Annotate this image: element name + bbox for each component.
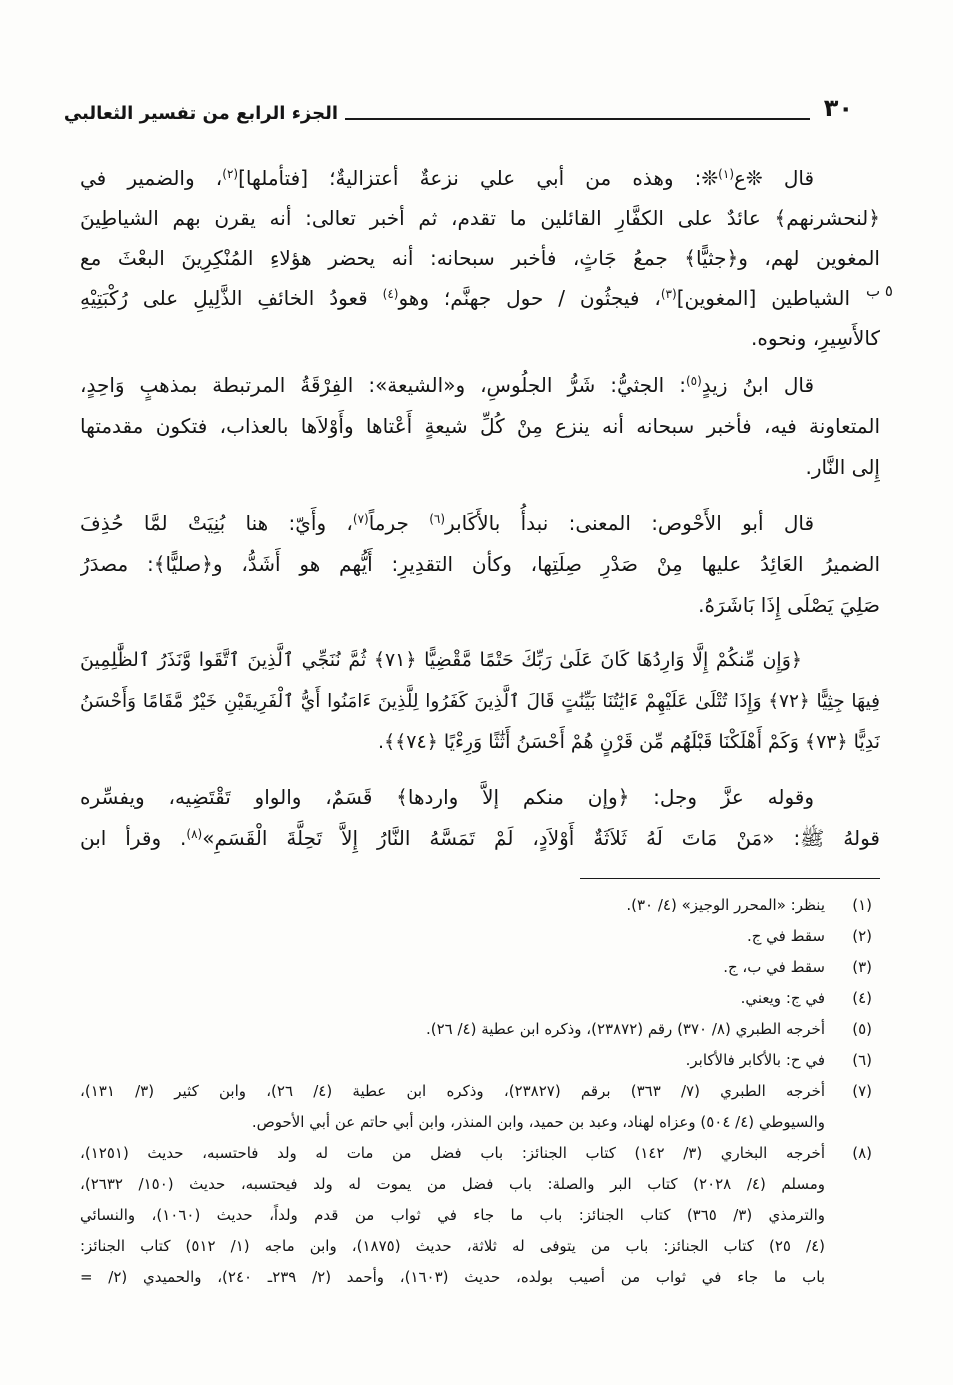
footnote-line: أخرجه الطبري (٧/ ٣٦٣) برقم (٢٣٨٢٧)، وذكره ابن عطية (٤/ ٢٦)، وابن كثير (٣/ ١٣١)، [80, 1082, 825, 1100]
footnote [80, 921, 880, 952]
footnote-number: (٧) [852, 1082, 872, 1100]
footnotes [80, 890, 880, 1293]
footnote-text [80, 983, 825, 1014]
text-line: المغوين لهم، و﴿جثيًّا﴾ جمعُ جَاثٍ، فأخبر سبحانه: أنه يحضر هؤلاءِ المُنْكِرِينَ البعْثَ مع [80, 246, 880, 270]
footnote-number: (٣) [852, 958, 872, 976]
footnote [80, 1076, 880, 1138]
text-line: قولهُ ﷺ: «مَنْ مَاتَ لَهُ ثَلاَثَةٌ أَوْلاَدٍ، لَمْ تَمَسَّهُ النَّارُ إِلاَّ تَحِلَّةَ الْقَسَمِ»$^{(٨)}$. وقرأ ابن [80, 826, 880, 850]
footnote [80, 1138, 880, 1293]
text-line: صَلِيَ يَصْلَى إِذَا بَاشَرَهُ. [698, 593, 880, 617]
text-line: وقوله عزَّ وجل: ﴿وإن منكم إلاَّ واردها﴾ قَسَمٌ، والواو تَقْتَضِيه، ويفسِّره [80, 785, 814, 809]
paragraph-2 [80, 365, 880, 488]
paragraph-1 [80, 158, 880, 358]
text-line: كالأَسِيرِ، ونحوه. [751, 326, 880, 350]
text-line: قال ابنُ زيدٍ$^{(٥)}$: الجثيُّ: شَرُّ الجلُوسِ، و«الشيعة»: الفِرْقَةُ المرتبطة بمذهبٍ وَاحِدٍ، [80, 373, 814, 397]
text-line: قال ❊ع$^{(١)}$❊: وهذه من أبي علي نزعةٌ أعتزاليةٌ؛ [فتأملها]$^{(٢)}$، والضمير في [80, 166, 815, 190]
footnote-line: أخرجه الطبري (٨/ ٣٧٠) رقم (٢٣٨٧٢)، وذكره ابن عطية (٤/ ٢٦). [425, 1020, 825, 1038]
footnote-line: سقط في ج. [746, 927, 825, 945]
footnote-number: (١) [852, 896, 872, 914]
footnote-number: (٦) [852, 1051, 872, 1069]
footnote [80, 1014, 880, 1045]
footnote-separator [580, 878, 880, 879]
text-line: الشياطين [المغوين]$^{(٣)}$، فيجثُون / حول جهنَّم؛ وهو$^{(٤)}$ قعودُ الخائفِ الذَّلِيلِ على رُكْبَتِيْهِ [80, 286, 850, 310]
footnote [80, 890, 880, 921]
footnote-line: والترمذي (٣/ ٣٦٥) كتاب الجنائز: باب ما جاء في ثواب من قدم ولداً، حديث (١٠٦٠)، والنسائي [80, 1206, 825, 1224]
footnote-text [80, 1014, 825, 1045]
footnote-text [80, 890, 825, 921]
footnote-number: (٢) [852, 927, 872, 945]
paragraph-4 [80, 777, 880, 859]
verse-line: ﴿وَإِن مِّنكُمْ إِلَّا وَارِدُهَا كَانَ عَلَىٰ رَبِّكَ حَتْمًا مَّقْضِيًّا ﴿٧١﴾ ثُمَّ نُنَجِّي ٱلَّذِينَ ٱتَّقَوا وَّنَذَرُ ٱلظَّٰلِمِينَ [80, 649, 803, 671]
text-line: قال أبو الأَحْوص: المعنى: نبدأُ بالأَكَابر$^{(٦)}$ جرماً$^{(٧)}$، وأَيّ: هنا بُنِيَتْ لمَّا حُذِفَ [80, 511, 815, 535]
text-line: الضميرُ العَائِدُ عليها مِنْ صَدْرِ صِلَتِها، وكأن التقدِيرِ: أَيُّهم هو أَشَدُّ، و﴿صليًّا﴾: مصدَرُ [80, 552, 880, 576]
footnote-line: باب ما جاء في ثواب من أصيب بولده، حديث (١٦٠٣)، وأحمد (٢/ ٢٣٩ـ ٢٤٠)، والحميدي (٢/ = [80, 1268, 825, 1286]
quran-verses [80, 640, 880, 763]
footnote-number: (٤) [852, 989, 872, 1007]
footnote-line: أخرجه البخاري (٣/ ١٤٢) كتاب الجنائز: باب فضل من مات له ولد فاحتسبه، حديث (١٢٥١)، [80, 1144, 825, 1162]
verse-line: نَدِيًّا ﴿٧٣﴾ وَكَمْ أَهْلَكْنَا قَبْلَهُم مِّن قَرْنٍ هُمْ أَحْسَنُ أَثَٰثًا وَرِءْيًا ﴿٧٤﴾﴾. [377, 731, 880, 753]
paragraph-3 [80, 503, 880, 626]
margin-note: ٥ ب [866, 282, 893, 300]
footnote-line: ومسلم (٤/ ٢٠٢٨) كتاب البر والصلة: باب فضل من يموت له ولد فيحتسبه، حديث (١٥٠/ ٢٦٣٢)، [80, 1175, 825, 1193]
text-line: المتعاونة فيه، فأخبر سبحانه أنه ينزع مِنْ كُلِّ شيعةٍ أَعْتاها وأَوْلاَها بالعذاب، فتكون مقدمتها [80, 414, 880, 438]
footnote [80, 1045, 880, 1076]
footnote-text [80, 1076, 825, 1138]
page-number: ٣٠ [823, 94, 853, 122]
text-line: إِلى النَّار. [805, 455, 880, 479]
footnote-line: في ح: بالأكابر فالأكابر. [685, 1051, 825, 1069]
footnote-line: (٤/ ٢٥) كتاب الجنائز: باب من يتوفى له ثلاثة، حديث (١٨٧٥)، وابن ماجه (١/ ٥١٢) كتاب الجنائز: [80, 1237, 825, 1255]
footnote-text [80, 1045, 825, 1076]
footnote [80, 952, 880, 983]
header-rule [345, 118, 810, 120]
running-title: الجزء الرابع من تفسير الثعالبي [63, 103, 338, 124]
footnote-text [80, 952, 825, 983]
footnote-text [80, 1138, 825, 1293]
footnote-line: في ج: ويعني. [740, 989, 825, 1007]
footnote-line: سقط في ب، ج. [723, 958, 825, 976]
footnote [80, 983, 880, 1014]
footnote-text [80, 921, 825, 952]
footnote-number: (٨) [852, 1144, 872, 1162]
footnote-line: ينظر: «المحرر الوجيز» (٤/ ٣٠). [626, 896, 825, 914]
verse-line: فِيهَا جِثِيًّا ﴿٧٢﴾ وَإِذَا تُتْلَىٰ عَلَيْهِمْ ءَايَٰتُنَا بَيِّنَٰتٍ قَالَ ٱلَّذِينَ كَفَرُوا لِلَّذِينَ ءَامَنُوا أَيُّ ٱلْفَرِيقَيْنِ خَيْرٌ مَّقَامًا وَأَحْسَنُ [80, 691, 880, 712]
footnote-number: (٥) [852, 1020, 872, 1038]
text-line: ﴿لنحشرنهم﴾ عائدٌ على الكفَّارِ القائلين ما تقدم، ثم أخبر تعالى: أنه يقرن بهم الشياطِينَ [80, 206, 880, 230]
footnote-line: والسيوطي (٤/ ٥٠٤) وعزاه لهناد، وعبد بن حميد، وابن المنذر، وابن أبي حاتم عن أبي الأحوص. [251, 1113, 825, 1131]
